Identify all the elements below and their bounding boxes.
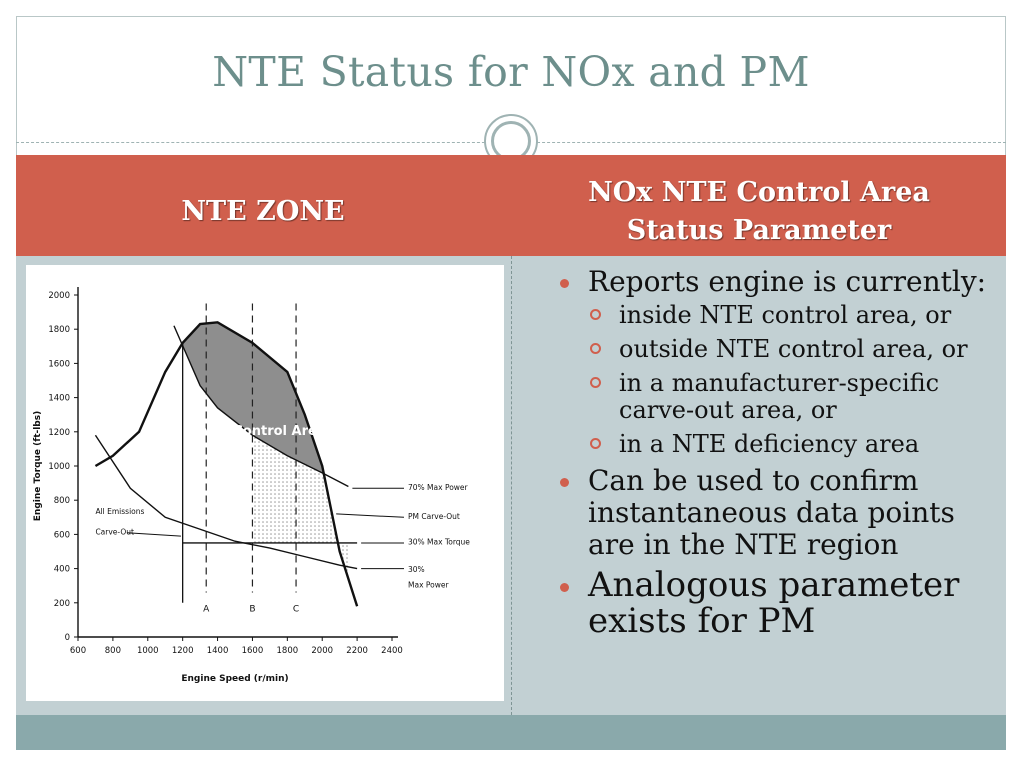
x-tick-label: 600 <box>69 646 87 656</box>
annotation-70-max-power: 70% Max Power <box>408 482 468 492</box>
footer-band <box>16 715 1006 750</box>
bullet-item: Can be used to confirm instantaneous data points are in the NTE region <box>552 465 1000 561</box>
y-tick-label: 400 <box>53 564 70 575</box>
annotation-nte-control-area: NTE Control Area <box>200 424 326 440</box>
annotation-carve-out: Carve-Out <box>95 527 134 537</box>
status-bullet-list <box>552 266 1000 643</box>
header-status-parameter <box>512 174 1006 250</box>
annotation-pm-carve-out: PM Carve-Out <box>408 512 460 522</box>
annotation-30-max-torque: 30% Max Torque <box>408 537 470 547</box>
y-tick-label: 1200 <box>48 427 70 438</box>
annotation-all-emissions: All Emissions <box>95 506 145 516</box>
x-tick-label: 1800 <box>276 646 299 656</box>
y-tick-label: 1800 <box>48 325 70 336</box>
x-tick-label: 1400 <box>206 646 229 656</box>
y-tick-label: 2000 <box>48 291 70 301</box>
x-tick-label: 2000 <box>311 646 334 656</box>
slide-title: NTE Status for NOx and PM <box>212 48 810 96</box>
annotation-30-percent: 30% <box>408 565 425 575</box>
y-tick-label: 1600 <box>48 359 70 370</box>
column-divider <box>511 256 512 715</box>
arrow-pm-carve-out <box>336 514 404 517</box>
x-tick-label: 1000 <box>136 646 159 656</box>
annotation-max-power: Max Power <box>408 580 449 590</box>
sub-bullet-item: outside NTE control area, or <box>552 336 1000 363</box>
header-status-line-1: NOx NTE Control Area <box>588 177 930 208</box>
y-tick-label: 800 <box>53 496 70 507</box>
y-tick-label: 600 <box>53 530 70 541</box>
sub-bullet-item: in a NTE deficiency area <box>552 431 1000 458</box>
header-nte-zone: NTE ZONE <box>181 196 345 227</box>
x-tick-label: 800 <box>104 646 122 656</box>
y-axis-title: Engine Torque (ft-lbs) <box>33 410 43 522</box>
bullet-item: Analogous parameter exists for PM <box>552 567 1000 639</box>
nte-zone-chart <box>26 265 504 701</box>
sub-bullet-item: inside NTE control area, or <box>552 302 1000 329</box>
x-tick-label: 1200 <box>171 646 194 656</box>
speed-label-c: C <box>292 604 300 615</box>
x-tick-label: 2400 <box>381 646 403 656</box>
speed-label-a: A <box>203 604 210 615</box>
y-tick-label: 200 <box>53 598 70 609</box>
x-tick-label: 2200 <box>346 646 368 656</box>
x-axis-title: Engine Speed (r/min) <box>181 674 289 684</box>
y-tick-label: 1000 <box>48 462 70 472</box>
y-tick-label: 1400 <box>48 393 70 404</box>
bullet-item: Reports engine is currently: <box>552 266 1000 298</box>
nte-zone-chart-svg <box>26 265 504 701</box>
y-tick-label: 0 <box>64 633 70 643</box>
arrow-carve-out <box>127 533 181 536</box>
speed-label-b: B <box>249 604 256 615</box>
sub-bullet-item: in a manufacturer-specific carve-out area, or <box>552 370 1000 424</box>
x-tick-label: 1600 <box>241 646 264 656</box>
header-status-line-2: Status Parameter <box>626 215 892 246</box>
